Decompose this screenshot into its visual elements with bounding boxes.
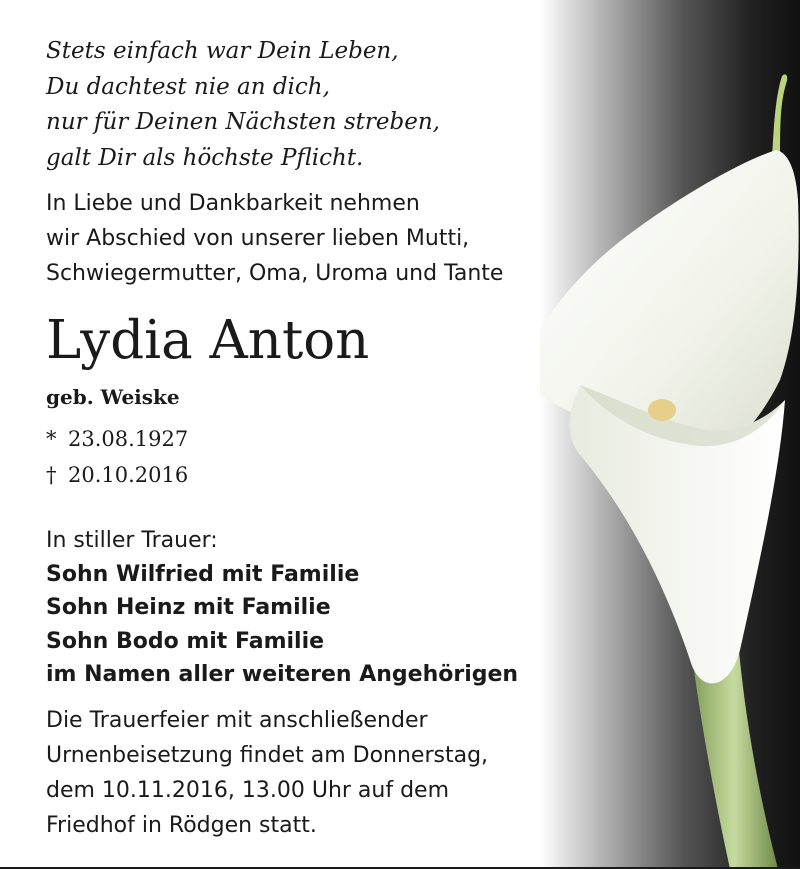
funeral-service-info bbox=[46, 703, 488, 843]
service-line: Urnenbeisetzung findet am Donnerstag, bbox=[46, 743, 489, 768]
intro-line: In Liebe und Dankbarkeit nehmen bbox=[46, 191, 420, 216]
mourner-name: im Namen aller weiteren Angehörigen bbox=[46, 662, 519, 687]
intro-line: wir Abschied von unserer lieben Mutti, bbox=[46, 226, 470, 251]
poem-line: Stets einfach war Dein Leben, bbox=[46, 38, 399, 64]
poem-line: galt Dir als höchste Pflicht. bbox=[46, 144, 364, 171]
calla-lily-photo bbox=[540, 0, 800, 869]
life-dates bbox=[46, 421, 188, 493]
deceased-name: Lydia Anton bbox=[46, 310, 370, 371]
intro-line: Schwiegermutter, Oma, Uroma und Tante bbox=[46, 261, 504, 286]
mourner-name: Sohn Bodo mit Familie bbox=[46, 628, 325, 654]
memorial-poem bbox=[46, 34, 440, 176]
farewell-intro bbox=[46, 186, 503, 291]
birth-star-icon: * bbox=[46, 427, 57, 451]
lily-spadix bbox=[648, 399, 676, 421]
service-line: Die Trauerfeier mit anschließender bbox=[46, 708, 428, 733]
service-line: dem 10.11.2016, 13.00 Uhr auf dem bbox=[46, 778, 450, 803]
poem-line: Du dachtest nie an dich, bbox=[46, 73, 330, 100]
mourners-heading: In stiller Trauer: bbox=[46, 528, 218, 553]
poem-line: nur für Deinen Nächsten streben, bbox=[46, 109, 440, 135]
death-date-line bbox=[46, 457, 188, 493]
service-line: Friedhof in Rödgen statt. bbox=[46, 813, 317, 838]
calla-lily-illustration bbox=[540, 0, 800, 869]
birth-date: 23.08.1927 bbox=[68, 427, 189, 451]
death-date: 20.10.2016 bbox=[68, 463, 189, 487]
lily-tip bbox=[772, 74, 787, 160]
maiden-name: geb. Weiske bbox=[46, 385, 180, 409]
mourner-name: Sohn Wilfried mit Familie bbox=[46, 561, 360, 587]
death-cross-icon: † bbox=[46, 463, 57, 487]
mourners-block bbox=[46, 524, 518, 692]
mourner-name: Sohn Heinz mit Familie bbox=[46, 595, 331, 620]
birth-date-line bbox=[46, 421, 188, 457]
